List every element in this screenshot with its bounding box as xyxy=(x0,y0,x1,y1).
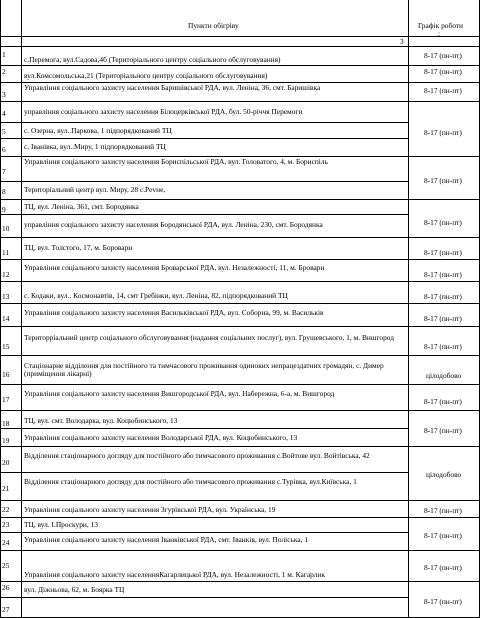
row-schedule: 8-17 (пн-пт) xyxy=(424,597,462,606)
row-text: Управління соціального захисту населення Вишгородської РДА, вул. Набережна, 6-а, м. Вишгород xyxy=(24,389,335,398)
row-text: Відділення стаціонарного догляду для постійного або тимчасового проживання с.Турівка, вул.Київська, 1 xyxy=(24,477,357,486)
row-text: Управління соціального захисту населення Іванківської РДА, смт. Іванків, вул. Поліська, 1 xyxy=(24,535,309,544)
row-text: Управління соціального захисту населення Броварської РДА, вул. Незалежності, 11, м. Бровари xyxy=(24,263,325,272)
row-number: 2 xyxy=(2,67,6,76)
row-divider xyxy=(0,428,408,429)
row-text: Управління соціального захисту населення Згурівської РДА, вул. Українська, 19 xyxy=(24,505,276,514)
row-schedule: 8-17 (пн-пт) xyxy=(424,86,462,95)
row-text: ТЦ, вул. смт. Володарка, вул. Коцюбинського, 13 xyxy=(24,416,178,425)
table-column-divider xyxy=(21,0,22,618)
row-number: 27 xyxy=(2,605,10,614)
row-schedule: 8-17 (пн-пт) xyxy=(424,426,462,435)
row-divider xyxy=(0,550,480,551)
row-number: 3 xyxy=(2,90,6,99)
row-divider xyxy=(0,410,480,411)
row-divider xyxy=(0,281,480,282)
row-number: 13 xyxy=(2,292,10,301)
row-text: Стаціонарне відділення для постійного та тимчасового проживання одиноких непрацездатних громадян, с. Димер (приміщення лікарні) xyxy=(24,361,384,378)
table-column-divider xyxy=(408,0,409,618)
row-schedule: 8-17 (пн-пт) xyxy=(424,563,462,572)
row-schedule: цілодобово xyxy=(426,470,462,479)
row-number: 17 xyxy=(2,395,10,404)
row-number: 21 xyxy=(2,484,10,493)
row-number: 23 xyxy=(2,520,10,529)
row-text: с. Кодаки, вул.. Космонавтів, 14, смт Гребінки, вул. Леніна, 82, підпорядкований ТЦ xyxy=(24,291,288,300)
header-divider xyxy=(0,36,480,37)
row-divider xyxy=(0,500,480,501)
row-divider xyxy=(0,581,480,582)
points-column-header: Пункти обігріву xyxy=(188,21,239,30)
row-divider xyxy=(0,446,480,447)
row-number: 10 xyxy=(2,224,10,233)
row-schedule: 8-17 (пн-пт) xyxy=(424,270,462,279)
row-divider xyxy=(0,259,480,260)
row-text: Управління соціального захисту населенняКагарлицької РДА, вул. Незалежності, 1 м. Кагарлик xyxy=(24,570,325,579)
row-schedule: 8-17 (пн-пт) xyxy=(424,51,462,60)
row-number: 8 xyxy=(2,187,6,196)
row-text: с. Іванівка, вул..Миру, 1 підпорядкований ТЦ xyxy=(24,142,166,151)
row-number: 14 xyxy=(2,314,10,323)
row-number: 25 xyxy=(2,561,10,570)
row-number: 9 xyxy=(2,205,6,214)
row-schedule: 8-17 (пн-пт) xyxy=(424,248,462,257)
row-divider xyxy=(0,355,480,356)
row-text: Відділення стаціонарного догляду для постійного або тимчасового проживання с.Войтове вул. Войтівська, 42 xyxy=(24,451,370,460)
row-text: Управління соціального захисту населення Володарської РДА, вул. Коцюбинського, 13 xyxy=(24,433,298,442)
row-text: Управління соціального захисту населення Васильківської РДА, вул. Соборна, 99, м. Васильків xyxy=(24,308,324,317)
row-text: Територіальний центр вул. Миру, 28 с.Рevне, xyxy=(24,185,166,194)
row-divider xyxy=(0,532,408,533)
row-schedule: 8-17 (пн-пт) xyxy=(424,342,462,351)
row-text: Територріальний центр соціального обслуговування (надання соціальних послуг), вул. Грушевського, 1, м. Вишгород xyxy=(24,333,395,342)
row-number: 22 xyxy=(2,505,10,514)
schedule-column-header-suffix: : xyxy=(438,29,441,38)
row-text: ТЦ, вул. Леніна, 361, смт. Бородянка xyxy=(24,202,139,211)
row-divider xyxy=(0,214,408,215)
row-text: с. Озерна, вул..Паркова, 1 підпорядкований ТЦ xyxy=(24,126,172,135)
row-number: 18 xyxy=(2,419,10,428)
header-divider xyxy=(0,46,480,47)
row-text: управління соціального захисту населення Бородянської РДА, вул. Леніна, 230, смт. Бородянка xyxy=(24,220,323,229)
schedule-column-header: Графік роботи xyxy=(418,21,463,30)
row-divider xyxy=(0,326,480,327)
row-schedule: цілодобово xyxy=(426,371,462,380)
row-schedule: 8-17 (пн-пт) xyxy=(424,506,462,515)
row-schedule: 8-17 (пн-пт) xyxy=(424,218,462,227)
row-divider xyxy=(0,517,480,518)
row-schedule: 8-17 (пн-пт) xyxy=(424,531,462,540)
row-divider xyxy=(0,138,408,139)
row-divider xyxy=(0,122,408,123)
row-number: 11 xyxy=(2,248,10,257)
row-text: ТЦ, вул. Толстого, 17, м. Боровари xyxy=(24,243,133,252)
row-schedule: 8-17 (пн-пт) xyxy=(424,176,462,185)
row-text: вул. Діжньова, 62, м. Боярка ТЦ xyxy=(24,585,125,594)
table-border-left xyxy=(0,0,1,618)
row-number: 24 xyxy=(2,538,10,547)
row-divider xyxy=(0,101,480,102)
row-divider xyxy=(0,303,480,304)
column-number-label: 3 xyxy=(400,37,404,46)
row-text: Управління соціального захисту населення Баришівської РДА, вул. Леніна, 36, смт. Баришівка xyxy=(24,83,321,92)
row-number: 6 xyxy=(2,145,6,154)
row-number: 1 xyxy=(2,50,6,59)
row-schedule: 8-17 (пн-пт) xyxy=(424,128,462,137)
row-number: 4 xyxy=(2,109,6,118)
row-number: 26 xyxy=(2,583,10,592)
row-schedule: 8-17 (пн-пт) xyxy=(424,67,462,76)
row-text: вул.Комсомольська,21 (Територіального центру соціального обслуговування) xyxy=(24,71,268,80)
row-text: ТЦ, вул. І.Проскури, 13 xyxy=(24,520,98,529)
row-text: с.Перемога, вул.Садова,4б (Територіального центру соціального обслуговування) xyxy=(24,55,281,64)
row-schedule: 8-17 (пн-пт) xyxy=(424,314,462,323)
row-number: 19 xyxy=(2,436,10,445)
row-text: управління соціального захисту населення Білоцерківської РДА, бул. 50-річчя Перемоги xyxy=(24,107,303,116)
row-number: 15 xyxy=(2,342,10,351)
row-divider xyxy=(0,199,480,200)
row-schedule: 8-17 (пн-пт) xyxy=(424,292,462,301)
row-number: 12 xyxy=(2,270,10,279)
row-divider xyxy=(0,237,480,238)
row-schedule: 8-17 (пн-пт) xyxy=(424,397,462,406)
row-divider xyxy=(0,181,408,182)
row-number: 5 xyxy=(2,127,6,136)
row-divider xyxy=(0,384,480,385)
row-divider xyxy=(0,472,408,473)
row-number: 16 xyxy=(2,370,10,379)
row-text: Управління соціального захисту населення Бориспільської РДА, вул. Головатого, 4, м. Бориспіль xyxy=(24,157,328,166)
row-number: 7 xyxy=(2,167,6,176)
row-divider xyxy=(0,597,408,598)
row-number: 20 xyxy=(2,458,10,467)
row-divider xyxy=(0,65,480,66)
